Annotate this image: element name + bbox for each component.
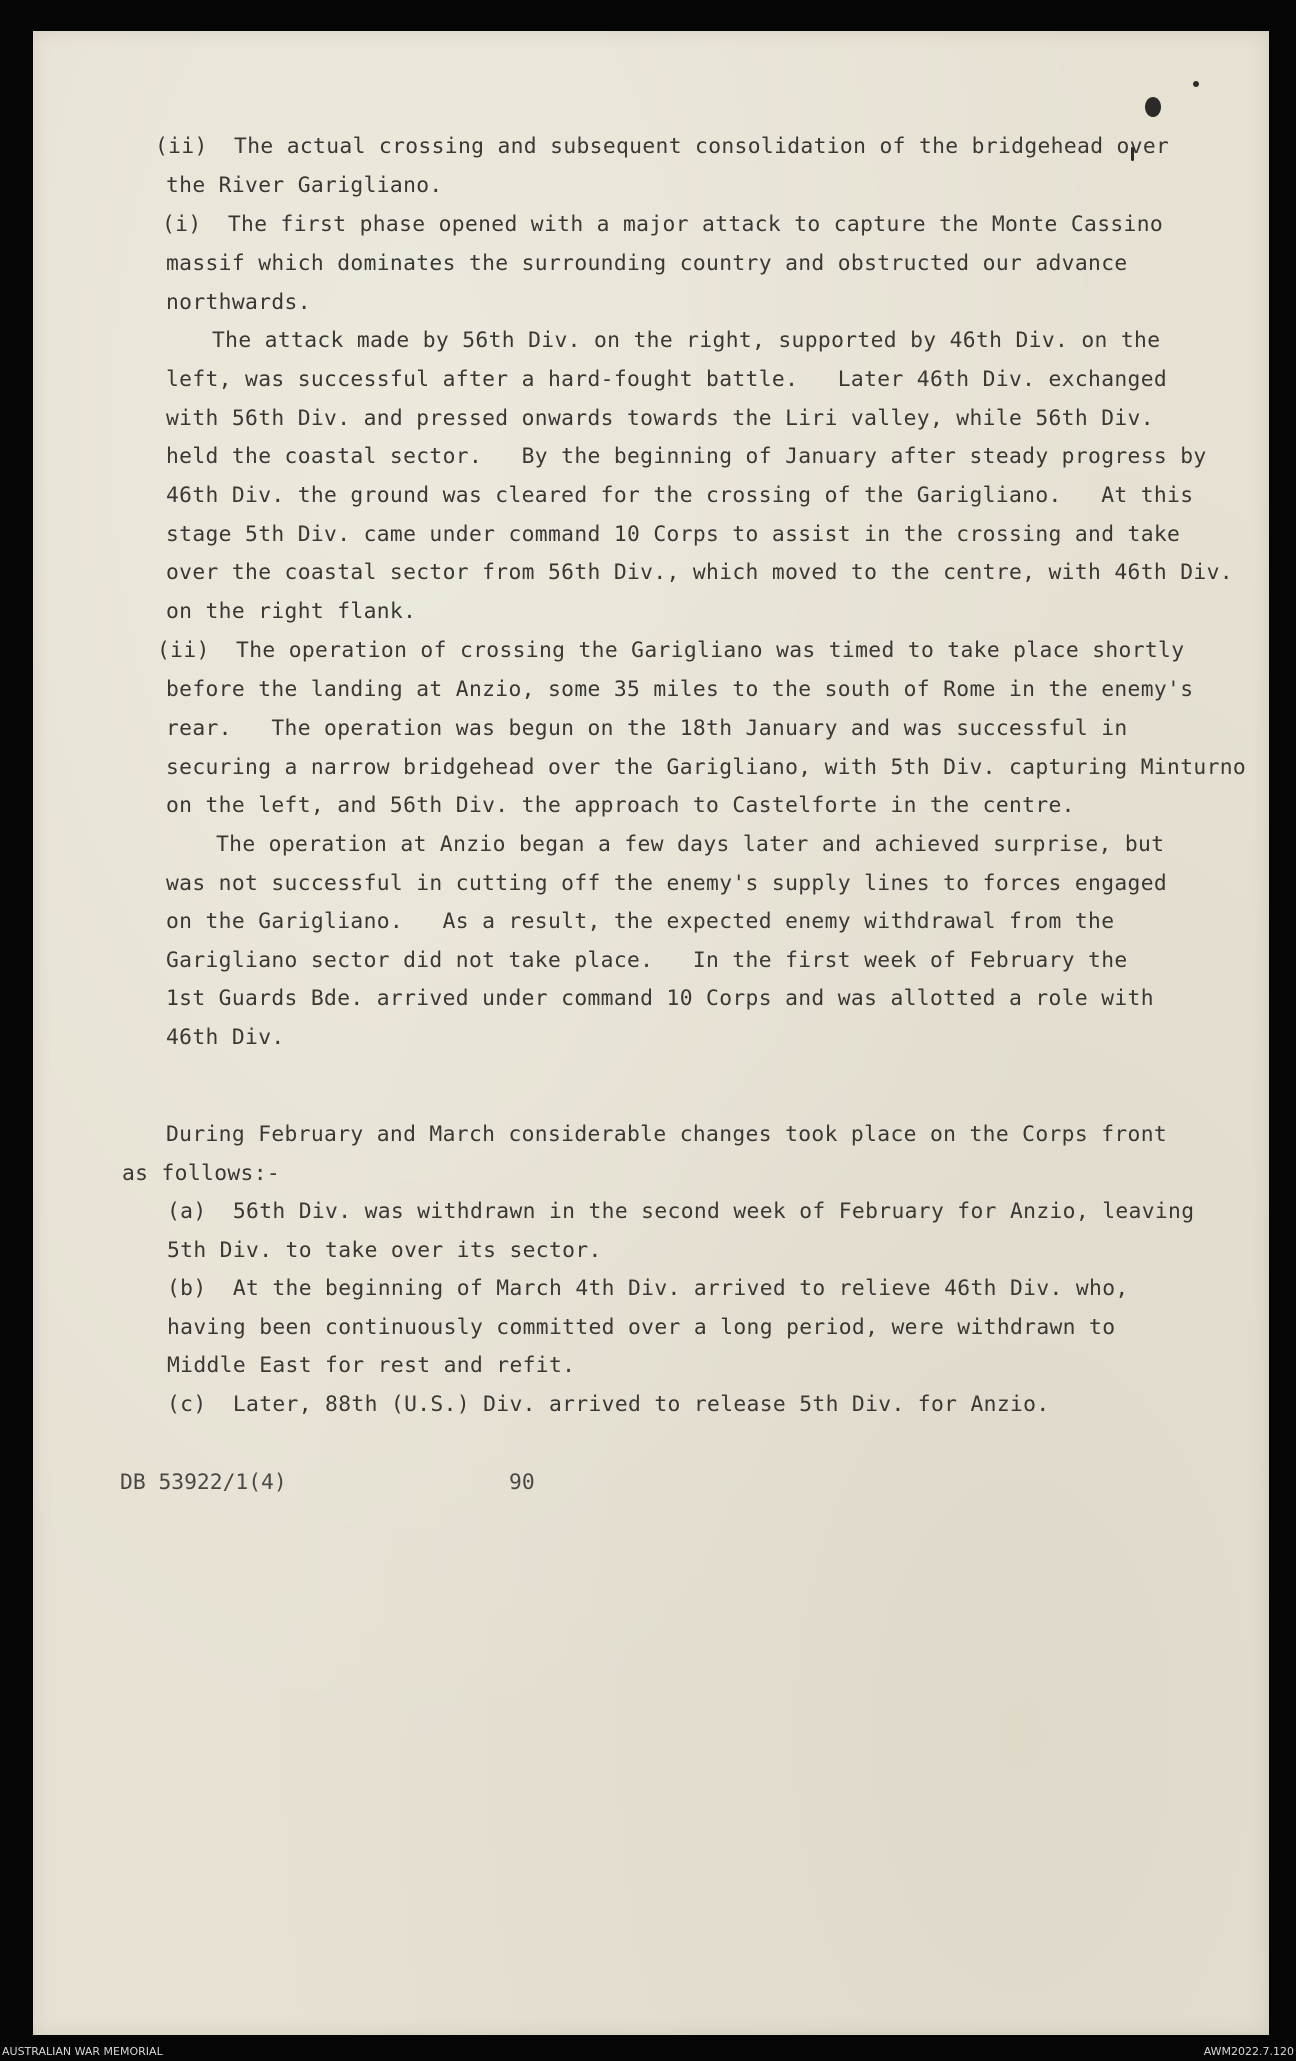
text-line: was not successful in cutting off the enemy's supply lines to forces engaged xyxy=(166,871,1168,896)
text-line: having been continuously committed over a long period, were withdrawn to xyxy=(167,1315,1116,1340)
text-line: 1st Guards Bde. arrived under command 10 Corps and was allotted a role with xyxy=(166,986,1154,1011)
document-page xyxy=(33,31,1269,2035)
text-line: Middle East for rest and refit. xyxy=(167,1353,576,1378)
text-line: (i) The first phase opened with a major attack to capture the Monte Cassino xyxy=(162,212,1164,237)
text-line: held the coastal sector. By the beginning of January after steady progress by xyxy=(166,444,1207,469)
text-line: before the landing at Anzio, some 35 miles to the south of Rome in the enemy's xyxy=(166,677,1194,702)
document-reference: DB 53922/1(4) xyxy=(120,1470,287,1495)
text-line: (c) Later, 88th (U.S.) Div. arrived to release 5th Div. for Anzio. xyxy=(167,1392,1050,1417)
text-line: (a) 56th Div. was withdrawn in the second week of February for Anzio, leaving xyxy=(167,1199,1195,1224)
text-line: 46th Div. the ground was cleared for the crossing of the Garigliano. At this xyxy=(166,483,1194,508)
text-line: 5th Div. to take over its sector. xyxy=(167,1238,602,1263)
text-line: (ii) The operation of crossing the Garigliano was timed to take place shortly xyxy=(157,638,1185,663)
text-line: 46th Div. xyxy=(166,1025,285,1050)
text-line: over the coastal sector from 56th Div., which moved to the centre, with 46th Div. xyxy=(166,560,1233,585)
text-line: with 56th Div. and pressed onwards towards the Liri valley, while 56th Div. xyxy=(166,406,1154,431)
text-line: on the Garigliano. As a result, the expected enemy withdrawal from the xyxy=(166,909,1115,934)
text-line: (ii) The actual crossing and subsequent consolidation of the bridgehead over xyxy=(155,134,1170,159)
text-line: During February and March considerable changes took place on the Corps front xyxy=(166,1122,1168,1147)
archive-institution: AUSTRALIAN WAR MEMORIAL xyxy=(2,2045,163,2058)
page-number: 90 xyxy=(509,1470,535,1495)
text-line: Garigliano sector did not take place. In the first week of February the xyxy=(166,948,1128,973)
text-line: securing a narrow bridgehead over the Garigliano, with 5th Div. capturing Minturno xyxy=(166,755,1247,780)
text-line: rear. The operation was begun on the 18th January and was successful in xyxy=(166,716,1128,741)
ink-speck xyxy=(1193,81,1199,87)
text-line: on the left, and 56th Div. the approach to Castelforte in the centre. xyxy=(166,793,1075,818)
text-line: on the right flank. xyxy=(166,599,417,624)
text-line: massif which dominates the surrounding country and obstructed our advance xyxy=(166,251,1128,276)
ink-blot xyxy=(1145,97,1161,117)
text-line: the River Garigliano. xyxy=(166,173,443,198)
text-line: The operation at Anzio began a few days later and achieved surprise, but xyxy=(216,832,1165,857)
text-line: stage 5th Div. came under command 10 Corps to assist in the crossing and take xyxy=(166,522,1181,547)
text-line: The attack made by 56th Div. on the right, supported by 46th Div. on the xyxy=(212,328,1161,353)
text-line: left, was successful after a hard-fought battle. Later 46th Div. exchanged xyxy=(166,367,1168,392)
text-line: northwards. xyxy=(166,290,311,315)
text-line: as follows:- xyxy=(122,1161,281,1186)
text-line: (b) At the beginning of March 4th Div. arrived to relieve 46th Div. who, xyxy=(167,1276,1129,1301)
archive-item-id: AWM2022.7.120 xyxy=(1203,2045,1294,2058)
